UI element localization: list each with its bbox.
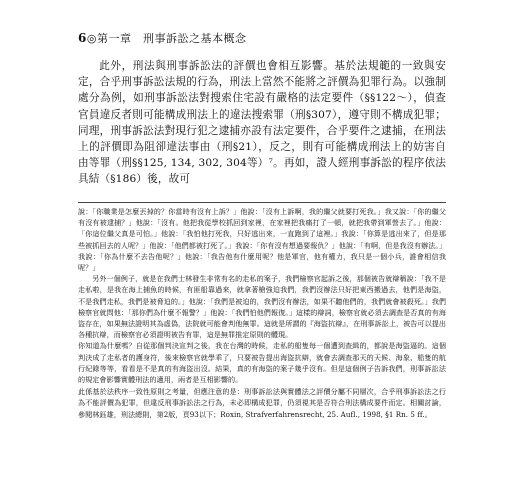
- body-paragraph: 此外，刑法與刑事訴訟法的評價也會相互影響。基於法規範的一致與安定，合乎刑事訴訟法規的行為，刑法上當然不能將之評價為犯罪行為。以強制處分為例，如刑事訴訟法對搜索住宅設有嚴格的法定要件（§§122～），偵查官員違反者則可能構成刑法上的違法搜索罪（刑§307），遵守則不構成犯罪；同理，刑事訴訟法對現行犯之逮捕亦設有法定要件，合乎要件之逮捕，在刑法上的評價即為阻卻違法事由（刑§21），反之，則有可能構成刑法上的妨害自由等罪（刑§§125, 134, 302, 304等）⁷。再如，證人經刑事訴訟的程序依法具結（§186）後，故可: [78, 60, 446, 186]
- page-number: 6: [78, 31, 87, 45]
- main-text: [78, 58, 446, 188]
- note-paragraph: 說：「你職業是怎麼丟掉的？你當時有沒有上訴？」他說：「沒有上訴啊，我的繼父就要打死我。」我又說：「你的繼父有沒有被逮捕？」他說：「沒有。他把我從學校抓回到家裡，在家裡把我痛打了一頓，就把我帶到軍營去了。」他說：「你這位繼父真是可怕。」他說：「我怕他打死我，只好逃出來，一直跑到了這裡。」我說：「你算是逃出來了，但是那些被抓回去的人呢？」他說：「他們都被打死了。」我說：「你有沒有想過要報仇？」他說：「有啊，但是我沒有辦法。」我說：「你為什麼不去告他呢？」他說：「我告他有什麼用呢？他是軍官，他有權力，我只是一個小兵，誰會相信我呢？」: [78, 207, 447, 273]
- footnote-divider: [78, 202, 446, 203]
- running-header: [78, 30, 246, 46]
- note-paragraph: 你知道為什麼嗎？自從那個判決宣判之後，我在台灣的時候，走私的船隻每一個遭到查緝的，都說是海盜逼的。這個判決成了走私者的護身符，後來檢察官就學乖了，只要被告提出海盜抗辯，就會去調查那天的天候、海象、船隻的航行紀錄等等，看看是不是真的有海盜出沒。結果，真的有海盜的案子幾乎沒有。但是這個例子告訴我們，刑事訴訟法的規定會影響實體刑法的適用，兩者是互相影響的。: [78, 341, 446, 385]
- footnote-7: 此係基於法秩序一致性原則之考量，但應注意的是：刑事訴訟法與實體法之評價分屬不同層次，合乎刑事訴訟法之行為不能評價為犯罪，但違反刑事訴訟法之行為，未必即構成犯罪，仍須視其是否符合刑法構成要件而定。相關討論，參閱林鈺雄，刑法總則，第2版，頁93以下；Roxin, Strafverfahrensrecht, 25. Aufl., 1998, §1 Rn. 5 ff.。: [78, 387, 446, 419]
- chapter-title: ◎第一章 刑事訴訟之基本概念: [86, 32, 247, 45]
- note-paragraph: 另外一個例子，就是在我們士林發生非常有名的走私的案子，我們檢察官起訴之後，那個被告就辯稱說：「我不是走私啦，是我在海上捕魚的時候，有匪船靠過來，就拿著槍強迫我們，我們沒辦法只好把東西搬過去，他們是海盜，不是我們走私，我們是被脅迫的。」他說：「我們是被迫的，我們沒有辦法，如果不聽他們的，我們就會被殺死。」我們檢察官就問他：「那你們為什麼不報警？」他說：「我們怕他們報復。」這樣的辯詞，檢察官就必須去調查是否真的有海盜存在，如果無法證明其為虛偽，法院就可能會判他無罪。這就是所謂的『海盜抗辯』，在刑事訴訟上，被告可以提出各種抗辯，而檢察官必須證明被告有罪，這是無罪推定原則的體現。: [78, 274, 446, 340]
- footnotes: [78, 206, 446, 420]
